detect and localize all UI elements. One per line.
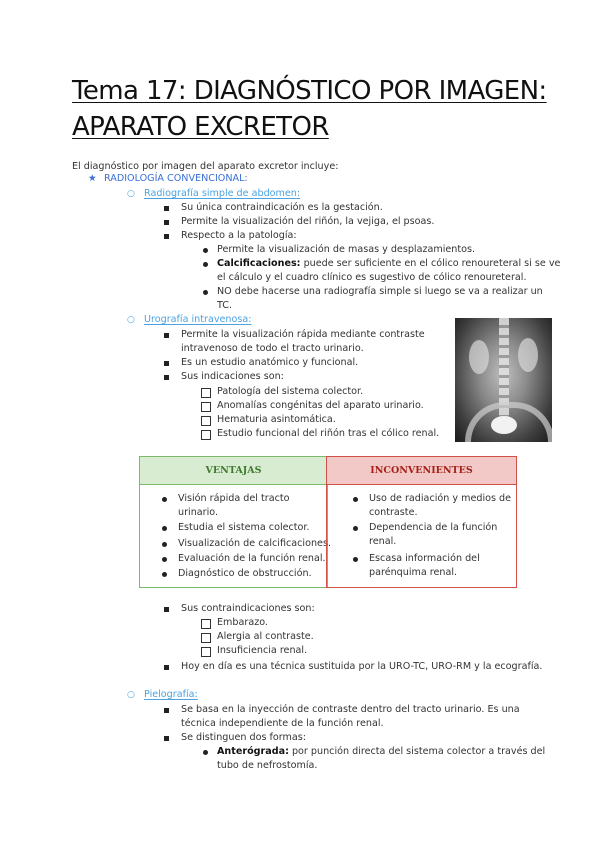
ring-bullet-icon: ○ xyxy=(127,315,135,325)
calcificaciones-label: Calcificaciones: xyxy=(217,258,301,269)
ventajas-header: VENTAJAS xyxy=(140,457,327,485)
dot-bullet-icon xyxy=(353,497,358,502)
contraindication-item: Embarazo. xyxy=(217,617,268,628)
square-bullet-icon xyxy=(164,333,169,338)
table-cell: Uso de radiación y medios de xyxy=(369,493,512,504)
list-item: Su única contraindicación es la gestación. xyxy=(181,202,383,213)
dot-bullet-icon xyxy=(203,248,208,253)
table-cell: contraste. xyxy=(369,507,418,518)
heading-urografia: Urografía intravenosa: xyxy=(144,314,252,325)
table-cell: parénquima renal. xyxy=(369,567,458,578)
square-bullet-icon xyxy=(164,607,169,612)
page-title-line2: APARATO EXCRETOR xyxy=(72,112,329,142)
inconvenientes-column xyxy=(326,456,517,588)
list-item xyxy=(217,257,560,271)
checkbox-icon xyxy=(201,647,211,657)
table-cell: Dependencia de la función xyxy=(369,522,498,533)
table-cell: Diagnóstico de obstrucción. xyxy=(178,568,312,579)
table-cell: Evaluación de la función renal. xyxy=(178,553,326,564)
dot-bullet-icon xyxy=(353,526,358,531)
list-item: NO debe hacerse una radiografía simple si luego se va a realizar un xyxy=(217,286,543,297)
square-bullet-icon xyxy=(164,708,169,713)
checkbox-icon xyxy=(201,402,211,412)
list-item: Permite la visualización de masas y desplazamientos. xyxy=(217,244,476,255)
square-bullet-icon xyxy=(164,375,169,380)
table-cell: Visión rápida del tracto xyxy=(178,493,290,504)
dot-bullet-icon xyxy=(353,557,358,562)
square-bullet-icon xyxy=(164,206,169,211)
pros-cons-table xyxy=(139,456,517,586)
list-item-continued: técnica independiente de la función renal. xyxy=(181,718,384,729)
list-item: Respecto a la patología: xyxy=(181,230,297,241)
list-item xyxy=(217,745,545,759)
dot-bullet-icon xyxy=(203,262,208,267)
dot-bullet-icon xyxy=(162,557,167,562)
dot-bullet-icon xyxy=(162,572,167,577)
indication-item: Hematuria asintomática. xyxy=(217,414,336,425)
intro-text: El diagnóstico por imagen del aparato excretor incluye: xyxy=(72,161,339,172)
list-item: Sus indicaciones son: xyxy=(181,371,284,382)
table-cell: Visualización de calcificaciones. xyxy=(178,538,331,549)
indication-item: Anomalías congénitas del aparato urinario. xyxy=(217,400,424,411)
list-item: Es un estudio anatómico y funcional. xyxy=(181,357,359,368)
square-bullet-icon xyxy=(164,736,169,741)
square-bullet-icon xyxy=(164,361,169,366)
dot-bullet-icon xyxy=(162,526,167,531)
contraindication-item: Alergia al contraste. xyxy=(217,631,314,642)
checkbox-icon xyxy=(201,633,211,643)
dot-bullet-icon xyxy=(162,542,167,547)
page-title-line1: Tema 17: DIAGNÓSTICO POR IMAGEN: xyxy=(72,76,547,106)
ventajas-column xyxy=(139,456,331,588)
dot-bullet-icon xyxy=(162,497,167,502)
star-icon: ★ xyxy=(88,173,97,184)
heading-pielografia: Pielografía: xyxy=(144,689,198,700)
checkbox-icon xyxy=(201,619,211,629)
list-item: Se distinguen dos formas: xyxy=(181,732,306,743)
list-item-continued: tubo de nefrostomía. xyxy=(217,760,318,771)
urography-xray-image xyxy=(455,318,552,442)
anterograda-text: por punción directa del sistema colector a través del xyxy=(288,746,546,757)
list-item-continued: intravenoso de todo el tracto urinario. xyxy=(181,343,364,354)
list-item: Sus contraindicaciones son: xyxy=(181,603,315,614)
table-cell: urinario. xyxy=(178,507,219,518)
square-bullet-icon xyxy=(164,234,169,239)
contraindication-item: Insuficiencia renal. xyxy=(217,645,308,656)
list-item: Permite la visualización rápida mediante contraste xyxy=(181,329,425,340)
anterograda-label: Anterógrada: xyxy=(217,746,289,757)
inconvenientes-header: INCONVENIENTES xyxy=(327,457,516,485)
square-bullet-icon xyxy=(164,665,169,670)
checkbox-icon xyxy=(201,430,211,440)
ring-bullet-icon: ○ xyxy=(127,189,135,199)
calcificaciones-text: puede ser suficiente en el cólico renoureteral si se ve xyxy=(300,258,561,269)
ring-bullet-icon: ○ xyxy=(127,690,135,700)
indication-item: Patología del sistema colector. xyxy=(217,386,364,397)
indication-item: Estudio funcional del riñón tras el cólico renal. xyxy=(217,428,440,439)
checkbox-icon xyxy=(201,388,211,398)
list-item: Se basa en la inyección de contraste dentro del tracto urinario. Es una xyxy=(181,704,520,715)
table-cell: Escasa información del xyxy=(369,553,480,564)
section-radiologia-convencional: RADIOLOGÍA CONVENCIONAL: xyxy=(104,173,248,184)
list-item-continued: TC. xyxy=(217,300,233,311)
checkbox-icon xyxy=(201,416,211,426)
list-item: Hoy en día es una técnica sustituida por la URO-TC, URO-RM y la ecografía. xyxy=(181,661,543,672)
dot-bullet-icon xyxy=(203,290,208,295)
heading-radiografia-simple: Radiografía simple de abdomen: xyxy=(144,188,301,199)
table-cell: Estudia el sistema colector. xyxy=(178,522,310,533)
list-item-continued: el cálculo y el cuadro clínico es sugestivo de cólico renoureteral. xyxy=(217,272,527,283)
square-bullet-icon xyxy=(164,220,169,225)
dot-bullet-icon xyxy=(203,750,208,755)
list-item: Permite la visualización del riñón, la vejiga, el psoas. xyxy=(181,216,435,227)
table-cell: renal. xyxy=(369,536,397,547)
